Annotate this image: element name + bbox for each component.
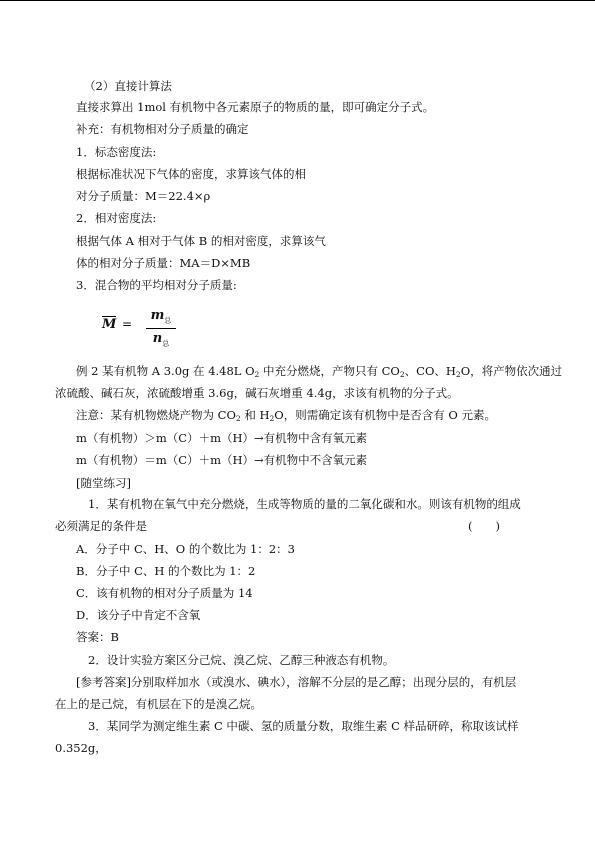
option-b: B．分子中 C、H 的个数比为 1：2 bbox=[76, 564, 256, 578]
question-2: 2．设计实验方案区分己烷、溴乙烷、乙醇三种液态有机物。 bbox=[88, 653, 395, 667]
reference-answer: [参考答案]分别取样加水（或溴水、碘水），溶解不分层的是乙醇；出现分层的，有机层 bbox=[76, 675, 517, 689]
paragraph: 对分子质量：M＝22.4×ρ bbox=[76, 189, 211, 203]
question-3-cont: 0.352g， bbox=[55, 741, 107, 755]
option-d: D．该分子中肯定不含氧 bbox=[76, 608, 201, 622]
answer-line: 答案：B bbox=[76, 630, 119, 644]
formula-equals: = bbox=[122, 317, 133, 331]
header-rule bbox=[0, 0, 595, 1]
subheading: 3．混合物的平均相对分子质量: bbox=[76, 278, 237, 292]
paragraph: 补充：有机物相对分子质量的确定 bbox=[76, 122, 249, 136]
question-3: 3．某同学为测定维生素 C 中碳、氢的质量分数，取维生素 C 样品研碎，称取该试样 bbox=[88, 719, 519, 733]
note-line: 注意：某有机物燃烧产物为 $CO_2$ 和 $H_2O$，则需确定该有机物中是否含有 O 元素。 bbox=[76, 408, 496, 423]
formula-lhs: M bbox=[102, 317, 117, 332]
question-1-cont: 必须满足的条件是 bbox=[55, 519, 147, 533]
paragraph: 根据气体 A 相对于气体 B 的相对密度，求算该气 bbox=[76, 234, 326, 248]
section-heading: （2）直接计算法 bbox=[84, 79, 172, 93]
paragraph: 体的相对分子质量：MA＝D×MB bbox=[76, 256, 251, 270]
question-1: 1．某有机物在氧气中充分燃烧，生成等物质的量的二氧化碳和水。则该有机物的组成 bbox=[88, 497, 521, 511]
option-c: C．该有机物的相对分子质量为 14 bbox=[76, 586, 253, 600]
formula-fraction bbox=[146, 308, 176, 348]
option-a: A．分子中 C、H、O 的个数比为 1：2：3 bbox=[76, 542, 295, 556]
practice-heading: [随堂练习] bbox=[76, 476, 131, 490]
subheading: 1．标态密度法: bbox=[76, 145, 157, 159]
formula-denominator: $n_总$ bbox=[152, 330, 170, 348]
paragraph: 根据标准状况下气体的密度，求算该气体的相 bbox=[76, 167, 306, 181]
subheading: 2．相对密度法: bbox=[76, 211, 157, 225]
formula-numerator: $m_总$ bbox=[150, 308, 172, 325]
example-line: 浓硫酸、碱石灰，浓硫酸增重 3.6g，碱石灰增重 4.4g，求该有机物的分子式。 bbox=[55, 386, 459, 400]
answer-blank: ( ) bbox=[468, 519, 500, 533]
average-molar-mass-formula bbox=[102, 308, 182, 346]
reference-answer-cont: 在上的是己烷，有机层在下的是溴乙烷。 bbox=[55, 697, 262, 711]
rule-line: m（有机物）＞m（C）＋m（H）→有机物中含有氧元素 bbox=[76, 431, 368, 445]
example-line: 例 2 某有机物 A 3.0g 在 4.48L $O_2$ 中充分燃烧，产物只有 $CO_2$、CO、$H_2O$，将产物依次通过 bbox=[76, 364, 563, 379]
paragraph: 直接求算出 1mol 有机物中各元素原子的物质的量，即可确定分子式。 bbox=[76, 100, 435, 114]
rule-line: m（有机物）＝m（C）＋m（H）→有机物中不含氧元素 bbox=[76, 453, 368, 467]
